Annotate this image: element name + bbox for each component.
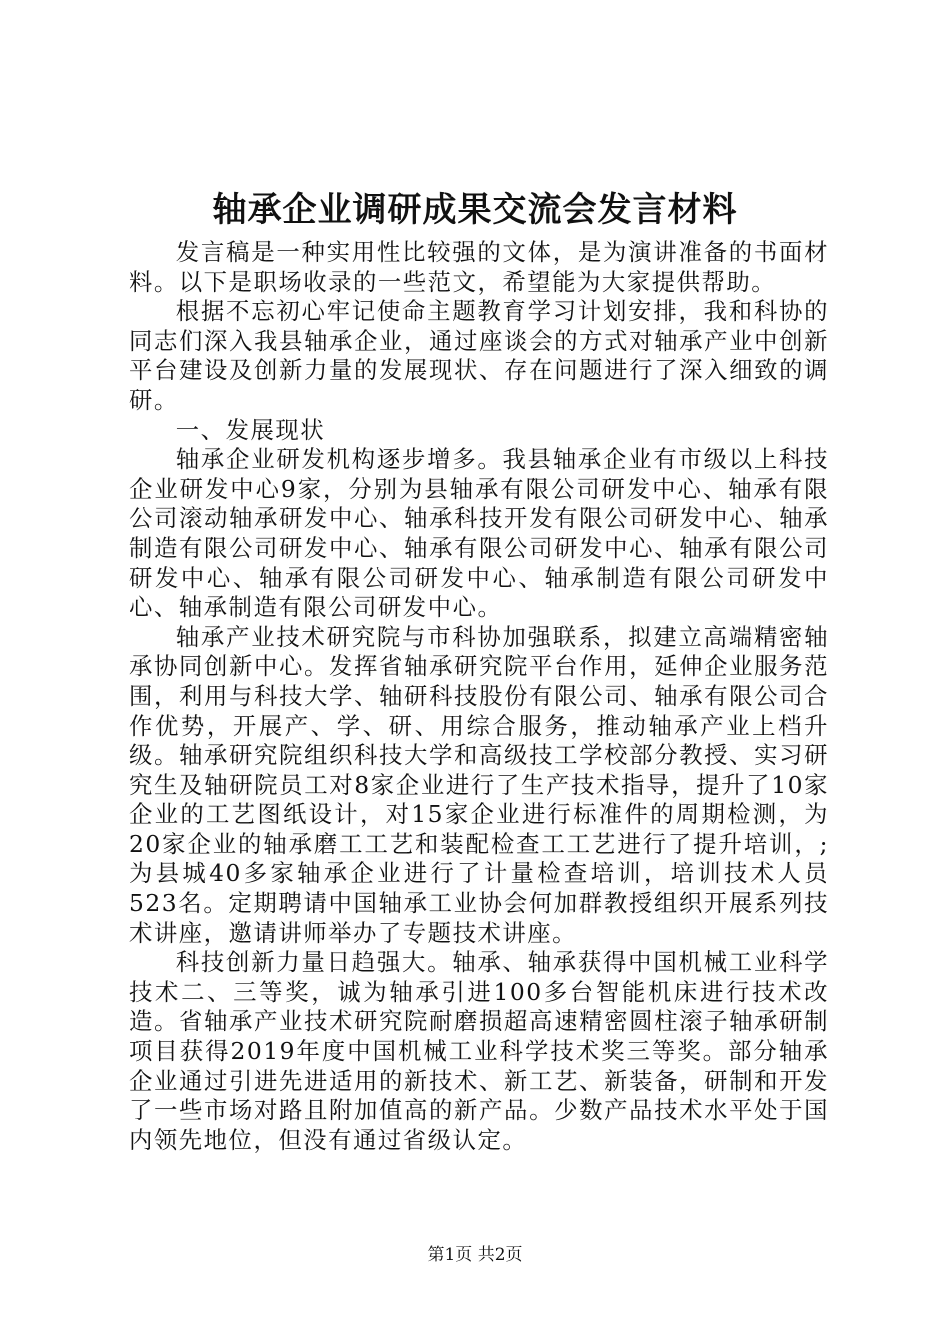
paragraph-background: 根据不忘初心牢记使命主题教育学习计划安排，我和科协的同志们深入我县轴承企业，通过座谈会的方式对轴承产业中创新平台建设及创新力量的发展现状、存在问题进行了深入细致的调研。 <box>129 297 829 414</box>
paragraph-rd-centers: 轴承企业研发机构逐步增多。我县轴承企业有市级以上科技企业研发中心9家，分别为县轴承有限公司研发中心、轴承有限公司滚动轴承研发中心、轴承科技开发有限公司研发中心、轴承制造有限公司研发中心、轴承有限公司研发中心、轴承有限公司研发中心、轴承有限公司研发中心、轴承制造有限公司研发中心、轴承制造有限公司研发中心。 <box>129 445 829 622</box>
paragraph-innovation-strength: 科技创新力量日趋强大。轴承、轴承获得中国机械工业科学技术二、三等奖，诚为轴承引进100多台智能机床进行技术改造。省轴承产业技术研究院耐磨损超高速精密圆柱滚子轴承研制项目获得2019年度中国机械工业科学技术奖三等奖。部分轴承企业通过引进先进适用的新技术、新工艺、新装备，研制和开发了一些市场对路且附加值高的新产品。少数产品技术水平处于国内领先地位，但没有通过省级认定。 <box>129 948 829 1154</box>
document-title: 轴承企业调研成果交流会发言材料 <box>212 190 738 230</box>
section-heading: 一、发展现状 <box>175 415 326 444</box>
paragraph-research-institute: 轴承产业技术研究院与市科协加强联系，拟建立高端精密轴承协同创新中心。发挥省轴承研究院平台作用，延伸企业服务范围，利用与科技大学、轴研科技股份有限公司、轴承有限公司合作优势，开展产、学、研、用综合服务，推动轴承产业上档升级。轴承研究院组织科技大学和高级技工学校部分教授、实习研究生及轴研院员工对8家企业进行了生产技术指导，提升了10家企业的工艺图纸设计，对15家企业进行标准件的周期检测，为20家企业的轴承磨工工艺和装配检查工工艺进行了提升培训，;为县城40多家轴承企业进行了计量检查培训，培训技术人员523名。定期聘请中国轴承工业协会何加群教授组织开展系列技术讲座，邀请讲师举办了专题技术讲座。 <box>129 622 829 947</box>
document-body <box>129 238 829 1155</box>
page-footer: 第1页 共2页 <box>427 1245 523 1265</box>
paragraph-intro: 发言稿是一种实用性比较强的文体，是为演讲准备的书面材料。以下是职场收录的一些范文，希望能为大家提供帮助。 <box>129 238 829 296</box>
